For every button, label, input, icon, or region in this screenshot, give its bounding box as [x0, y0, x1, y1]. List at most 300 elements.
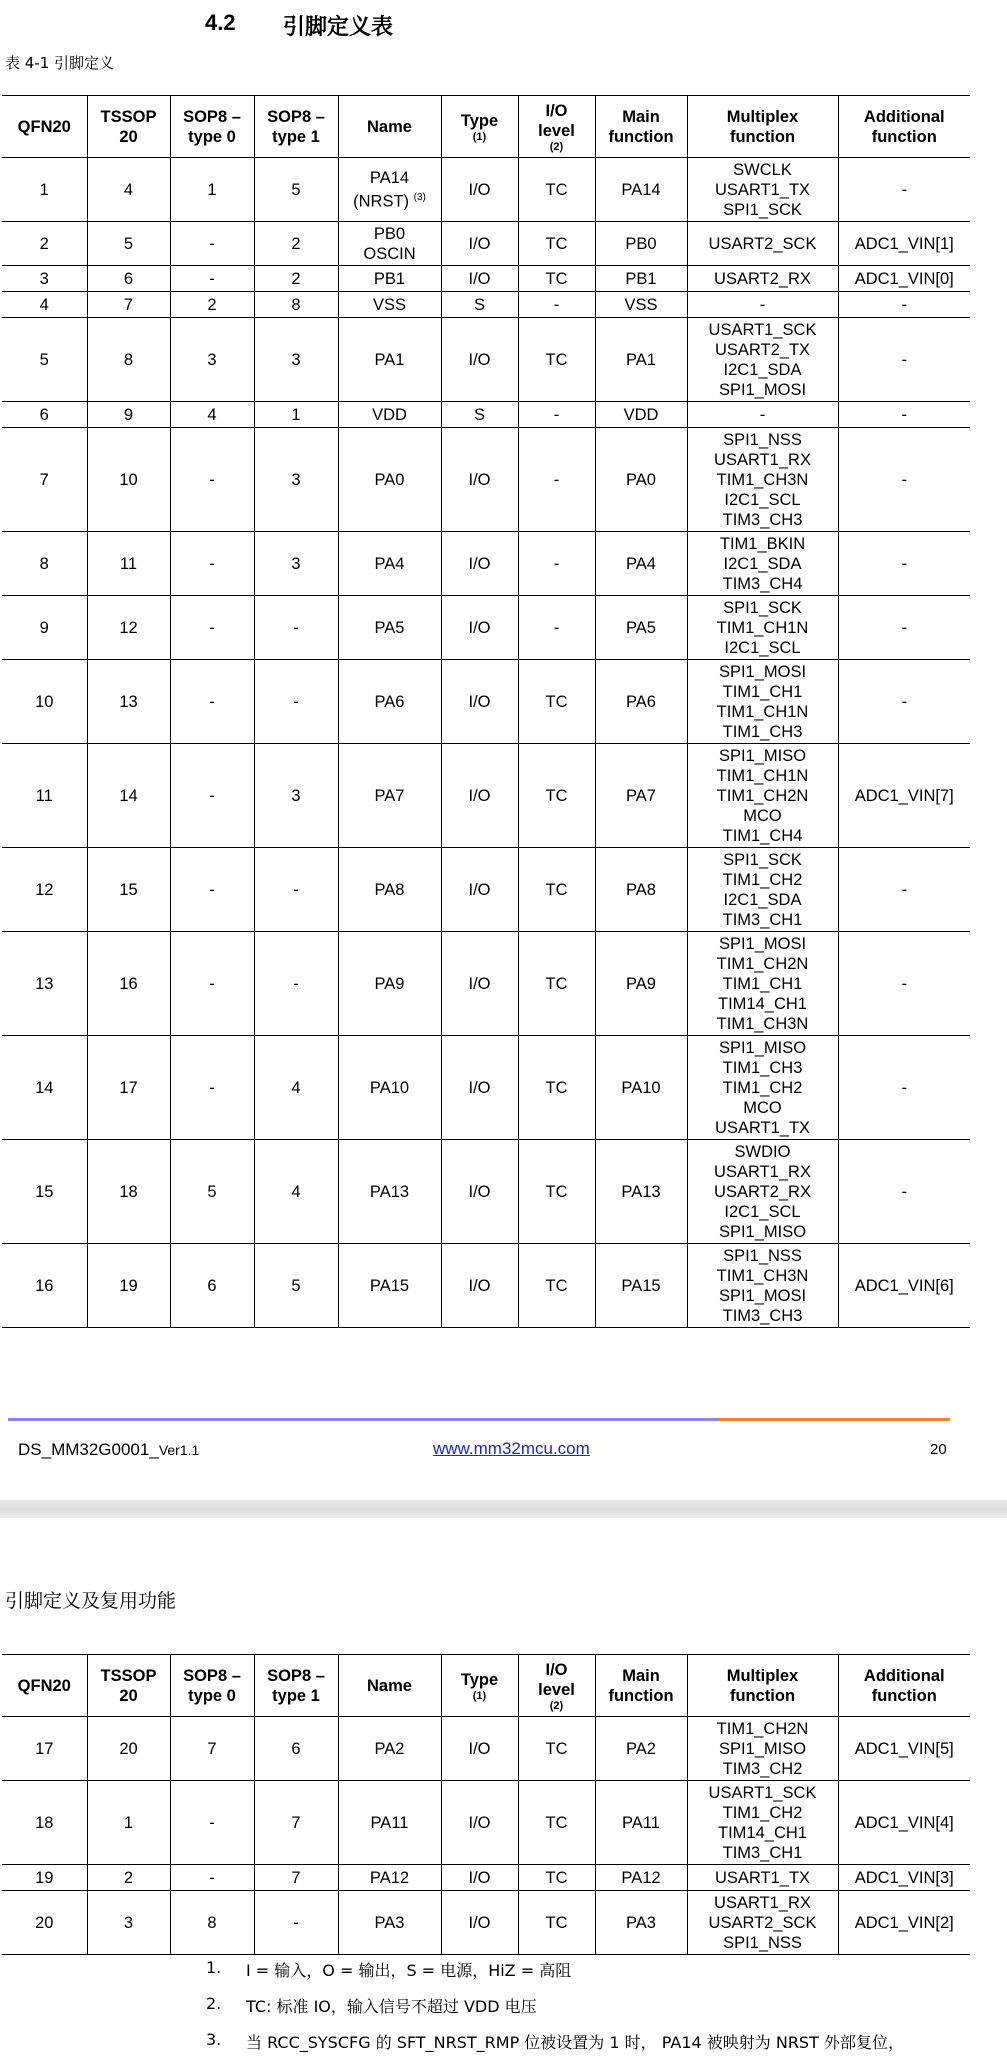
multiplex-item: TIM1_CH3 [722, 722, 803, 741]
cell-tssop20: 4 [87, 158, 170, 222]
cell-additional-function: - [838, 158, 970, 222]
cell-type: I/O [441, 428, 518, 532]
table-row [2, 1865, 970, 1891]
cell-io-level: TC [518, 848, 595, 932]
header-label: Type [460, 1670, 499, 1689]
cell-multiplex-function [687, 318, 838, 402]
pin-name: PA12 [369, 1868, 410, 1887]
cell-multiplex-function [687, 1244, 838, 1328]
cell-tssop20: 16 [87, 932, 170, 1036]
cell-io-level: TC [518, 660, 595, 744]
pin-name: PA7 [374, 786, 405, 805]
header-label-line2: type 0 [188, 1686, 236, 1705]
multiplex-item: USART1_TX [714, 1868, 811, 1887]
cell-multiplex-function [687, 1865, 838, 1891]
cell-type: S [441, 402, 518, 428]
multiplex-item: TIM1_CH3N [716, 1266, 809, 1285]
cell-main-function: PA0 [595, 428, 687, 532]
doc-version: Ver1.1 [158, 1442, 200, 1458]
cell-sop8-type0: - [170, 848, 254, 932]
note-number: 1. [206, 1958, 222, 1977]
note-number: 2. [206, 1994, 222, 2013]
multiplex-item: USART1_RX [714, 1893, 811, 1912]
cell-sop8-type1: - [254, 660, 338, 744]
cell-tssop20: 8 [87, 318, 170, 402]
cell-sop8-type0: 4 [170, 402, 254, 428]
header-label: I/O [545, 101, 568, 120]
table-row [2, 1244, 970, 1328]
pin-name-alt: OSCIN [363, 244, 416, 263]
cell-sop8-type0: - [170, 532, 254, 596]
column-header [441, 96, 518, 158]
header-footnote-ref: (1) [472, 130, 487, 143]
header-label-line2: function [729, 1686, 796, 1705]
cell-type: I/O [441, 1244, 518, 1328]
cell-sop8-type1: - [254, 1891, 338, 1955]
multiplex-item: I2C1_SDA [723, 554, 802, 573]
table-row [2, 848, 970, 932]
multiplex-item: USART1_SCK [708, 320, 817, 339]
cell-main-function: PB1 [595, 266, 687, 292]
cell-tssop20: 6 [87, 266, 170, 292]
cell-additional-function: - [838, 932, 970, 1036]
cell-io-level: - [518, 532, 595, 596]
multiplex-item: USART2_RX [714, 1182, 811, 1201]
header-label: SOP8 – [267, 107, 325, 126]
multiplex-item: TIM1_CH1N [716, 618, 809, 637]
multiplex-item: TIM3_CH1 [722, 910, 803, 929]
pin-name: PA1 [374, 350, 405, 369]
cell-additional-function: ADC1_VIN[7] [838, 744, 970, 848]
cell-main-function: VSS [595, 292, 687, 318]
header-footnote-ref: (1) [472, 1689, 487, 1702]
cell-qfn20: 12 [35, 880, 54, 899]
pin-name: PA10 [369, 1078, 410, 1097]
multiplex-item: SPI1_SCK [723, 850, 802, 869]
multiplex-item: TIM1_CH3N [716, 470, 809, 489]
page2-caption: 引脚定义及复用功能 [5, 1590, 177, 1612]
cell-sop8-type0: - [170, 596, 254, 660]
multiplex-item: SPI1_MISO [718, 1222, 807, 1241]
cell-io-level: TC [518, 1036, 595, 1140]
multiplex-item: SWCLK [733, 160, 792, 179]
pin-name: VDD [372, 405, 407, 424]
multiplex-item: TIM14_CH1 [718, 1823, 807, 1842]
multiplex-item: TIM3_CH1 [722, 1843, 803, 1862]
pin-definition-table-continued [2, 1654, 970, 1955]
cell-main-function: PA10 [595, 1036, 687, 1140]
multiplex-item: SWDIO [734, 1142, 791, 1161]
cell-sop8-type1: 3 [254, 532, 338, 596]
column-header [254, 96, 338, 158]
cell-additional-function: ADC1_VIN[6] [838, 1244, 970, 1328]
cell-type: I/O [441, 1140, 518, 1244]
cell-pin-name [338, 532, 441, 596]
cell-main-function: PA5 [595, 596, 687, 660]
cell-main-function: PA2 [595, 1717, 687, 1781]
multiplex-item: I2C1_SDA [723, 360, 802, 379]
table-header-row [2, 1655, 970, 1717]
multiplex-item: SPI1_NSS [723, 430, 802, 449]
cell-type: I/O [441, 932, 518, 1036]
cell-pin-name [338, 1781, 441, 1865]
multiplex-item: TIM1_BKIN [719, 534, 806, 553]
pin-name: PA3 [374, 1913, 405, 1932]
note-text: I = 输入，O = 输出，S = 电源，HiZ = 高阻 [246, 1961, 572, 1980]
cell-pin-name [338, 1891, 441, 1955]
cell-main-function: PA13 [595, 1140, 687, 1244]
cell-tssop20: 2 [87, 1865, 170, 1891]
cell-io-level: - [518, 402, 595, 428]
multiplex-item: SPI1_MISO [718, 746, 807, 765]
cell-qfn20: 8 [39, 554, 49, 573]
pin-name: PB0 [373, 224, 406, 243]
cell-additional-function: - [838, 596, 970, 660]
multiplex-item: TIM1_CH2 [722, 870, 803, 889]
page-2 [0, 1518, 1007, 2054]
cell-type: I/O [441, 266, 518, 292]
multiplex-item: MCO [743, 1098, 782, 1117]
cell-sop8-type1: 3 [254, 744, 338, 848]
cell-qfn20: 13 [35, 974, 54, 993]
cell-additional-function: - [838, 1036, 970, 1140]
cell-sop8-type1: 4 [254, 1140, 338, 1244]
header-label: Name [367, 1676, 412, 1695]
table-row [2, 318, 970, 402]
header-label-line2: function [608, 1686, 674, 1705]
multiplex-item: TIM1_CH4 [722, 826, 803, 845]
cell-multiplex-function [687, 266, 838, 292]
cell-multiplex-function [687, 932, 838, 1036]
cell-type: I/O [441, 318, 518, 402]
cell-additional-function: ADC1_VIN[0] [838, 266, 970, 292]
multiplex-item: TIM1_CH2 [722, 1078, 803, 1097]
multiplex-item: I2C1_SCL [724, 490, 801, 509]
cell-pin-name [338, 1036, 441, 1140]
column-header [441, 1655, 518, 1717]
note-text: 当 RCC_SYSCFG 的 SFT_NRST_RMP 位被设置为 1 时， PA14 被映射为 NRST 外部复位， [246, 2033, 904, 2052]
cell-multiplex-function [687, 532, 838, 596]
cell-pin-name [338, 428, 441, 532]
cell-main-function: PA14 [595, 158, 687, 222]
cell-io-level: TC [518, 1140, 595, 1244]
cell-type: I/O [441, 1036, 518, 1140]
multiplex-item: SPI1_NSS [723, 1246, 802, 1265]
cell-tssop20: 1 [87, 1781, 170, 1865]
header-label: Multiplex [726, 1666, 799, 1685]
header-label: Type [460, 111, 499, 130]
cell-sop8-type1: - [254, 596, 338, 660]
cell-type: I/O [441, 596, 518, 660]
cell-io-level: - [518, 428, 595, 532]
cell-pin-name [338, 222, 441, 266]
cell-pin-name [338, 158, 441, 222]
cell-sop8-type0: 3 [170, 318, 254, 402]
cell-tssop20: 19 [87, 1244, 170, 1328]
cell-io-level: TC [518, 744, 595, 848]
multiplex-item: TIM3_CH4 [722, 574, 803, 593]
cell-sop8-type0: 5 [170, 1140, 254, 1244]
header-label-line2: level [538, 1680, 575, 1699]
multiplex-item: TIM3_CH2 [722, 1759, 803, 1778]
cell-main-function: PA6 [595, 660, 687, 744]
cell-type: I/O [441, 1865, 518, 1891]
cell-qfn20: 3 [39, 269, 49, 288]
pin-name: VSS [372, 295, 407, 314]
cell-io-level: - [518, 292, 595, 318]
table-row [2, 1891, 970, 1955]
pin-name-footnote-ref: (3) [413, 191, 426, 203]
table-row [2, 266, 970, 292]
cell-qfn20: 1 [39, 180, 49, 199]
cell-qfn20: 2 [39, 234, 49, 253]
table-row [2, 932, 970, 1036]
cell-pin-name [338, 596, 441, 660]
cell-type: I/O [441, 660, 518, 744]
header-footnote-ref: (2) [549, 1699, 564, 1712]
cell-pin-name [338, 660, 441, 744]
footer-doc-id [18, 1440, 199, 1460]
multiplex-item: USART2_SCK [708, 234, 817, 253]
cell-sop8-type0: - [170, 932, 254, 1036]
cell-sop8-type0: 6 [170, 1244, 254, 1328]
column-header [518, 96, 595, 158]
column-header [170, 1655, 254, 1717]
cell-sop8-type1: 2 [254, 266, 338, 292]
pin-name-alt: (NRST) [353, 192, 410, 211]
table-row [2, 402, 970, 428]
cell-additional-function: - [838, 402, 970, 428]
cell-sop8-type0: - [170, 266, 254, 292]
header-label: I/O [545, 1660, 568, 1679]
header-label: Name [367, 117, 412, 136]
cell-io-level: TC [518, 318, 595, 402]
multiplex-item: SPI1_MOSI [718, 1286, 807, 1305]
cell-multiplex-function [687, 402, 838, 428]
cell-multiplex-function [687, 222, 838, 266]
header-label-line2: function [871, 1686, 937, 1705]
header-label: TSSOP [100, 1666, 157, 1685]
column-header [518, 1655, 595, 1717]
multiplex-item: TIM1_CH2 [722, 1803, 803, 1822]
pin-name: PA11 [370, 1813, 409, 1832]
pin-name: PA6 [374, 692, 405, 711]
footer-website-link[interactable]: www.mm32mcu.com [433, 1439, 590, 1458]
cell-multiplex-function [687, 428, 838, 532]
table-row [2, 532, 970, 596]
cell-pin-name [338, 1140, 441, 1244]
cell-sop8-type0: 1 [170, 158, 254, 222]
cell-sop8-type0: - [170, 1781, 254, 1865]
column-header [687, 96, 838, 158]
multiplex-item: TIM3_CH3 [722, 1306, 803, 1325]
cell-multiplex-function [687, 158, 838, 222]
cell-sop8-type1: 4 [254, 1036, 338, 1140]
column-header [254, 1655, 338, 1717]
table-row [2, 292, 970, 318]
header-label-line2: function [871, 127, 937, 146]
cell-sop8-type0: - [170, 744, 254, 848]
multiplex-item: TIM14_CH1 [718, 994, 807, 1013]
table-row [2, 428, 970, 532]
multiplex-item: SPI1_MOSI [718, 662, 807, 681]
cell-main-function: PA11 [595, 1781, 687, 1865]
multiplex-item: SPI1_SCK [723, 598, 802, 617]
multiplex-item: TIM1_CH1 [722, 974, 803, 993]
header-label: TSSOP [100, 107, 157, 126]
cell-sop8-type0: - [170, 428, 254, 532]
cell-pin-name [338, 292, 441, 318]
header-label: SOP8 – [183, 107, 241, 126]
cell-pin-name [338, 932, 441, 1036]
cell-sop8-type1: 8 [254, 292, 338, 318]
cell-sop8-type0: 8 [170, 1891, 254, 1955]
header-label: SOP8 – [183, 1666, 241, 1685]
cell-sop8-type0: - [170, 1036, 254, 1140]
column-header [2, 96, 87, 158]
cell-multiplex-function [687, 1036, 838, 1140]
cell-additional-function: ADC1_VIN[3] [838, 1865, 970, 1891]
cell-io-level: TC [518, 1891, 595, 1955]
cell-tssop20: 7 [87, 292, 170, 318]
cell-main-function: PA3 [595, 1891, 687, 1955]
table-row [2, 1717, 970, 1781]
column-header [87, 96, 170, 158]
cell-multiplex-function [687, 292, 838, 318]
cell-sop8-type0: - [170, 222, 254, 266]
cell-sop8-type1: 3 [254, 318, 338, 402]
header-footnote-ref: (2) [549, 140, 564, 153]
cell-qfn20: 5 [39, 350, 49, 369]
cell-main-function: PA4 [595, 532, 687, 596]
multiplex-item: TIM1_CH1N [716, 702, 809, 721]
multiplex-item: USART1_RX [714, 450, 811, 469]
header-label: Main [622, 1666, 660, 1685]
header-label-line2: function [729, 127, 796, 146]
header-label: Multiplex [726, 107, 799, 126]
column-header [595, 1655, 687, 1717]
multiplex-item: I2C1_SCL [724, 1202, 801, 1221]
table-row [2, 744, 970, 848]
cell-multiplex-function [687, 1140, 838, 1244]
cell-sop8-type1: 6 [254, 1717, 338, 1781]
cell-main-function: PA1 [595, 318, 687, 402]
cell-qfn20: 16 [35, 1276, 54, 1295]
multiplex-item: TIM1_CH1N [716, 766, 809, 785]
cell-type: I/O [441, 1891, 518, 1955]
cell-io-level: TC [518, 222, 595, 266]
cell-tssop20: 18 [87, 1140, 170, 1244]
cell-type: I/O [441, 532, 518, 596]
cell-type: I/O [441, 1781, 518, 1865]
multiplex-item: TIM1_CH2N [716, 786, 809, 805]
cell-sop8-type0: 2 [170, 292, 254, 318]
cell-qfn20: 20 [35, 1913, 54, 1932]
cell-tssop20: 17 [87, 1036, 170, 1140]
cell-multiplex-function [687, 660, 838, 744]
column-header [687, 1655, 838, 1717]
cell-qfn20: 14 [35, 1078, 54, 1097]
pin-name: PA0 [374, 470, 405, 489]
header-label: QFN20 [17, 1676, 71, 1695]
cell-pin-name [338, 1865, 441, 1891]
cell-tssop20: 11 [87, 532, 170, 596]
cell-multiplex-function [687, 1781, 838, 1865]
pin-name: PA13 [369, 1182, 410, 1201]
cell-qfn20: 9 [39, 618, 49, 637]
cell-pin-name [338, 1717, 441, 1781]
page-number: 20 [930, 1441, 947, 1458]
pin-name: PA4 [374, 554, 405, 573]
cell-pin-name [338, 848, 441, 932]
cell-sop8-type1: 5 [254, 158, 338, 222]
cell-qfn20: 17 [35, 1739, 54, 1758]
cell-sop8-type1: - [254, 932, 338, 1036]
cell-io-level: TC [518, 1781, 595, 1865]
note-text: TC: 标准 IO，输入信号不超过 VDD 电压 [246, 1997, 537, 2016]
table-row [2, 1036, 970, 1140]
table-row [2, 660, 970, 744]
note-number: 3. [206, 2030, 222, 2049]
cell-additional-function: - [838, 848, 970, 932]
cell-tssop20: 10 [87, 428, 170, 532]
pin-name: PA2 [374, 1739, 405, 1758]
table-header-row [2, 96, 970, 158]
table-body [2, 158, 970, 1328]
multiplex-item: MCO [743, 806, 782, 825]
multiplex-item: USART2_SCK [708, 1913, 817, 1932]
cell-additional-function: - [838, 428, 970, 532]
header-label: QFN20 [17, 117, 71, 136]
table-row [2, 222, 970, 266]
cell-type: I/O [441, 158, 518, 222]
header-label-line2: type 1 [272, 127, 320, 146]
footer-rule-blue [8, 1418, 718, 1421]
cell-additional-function: - [838, 1140, 970, 1244]
cell-qfn20: 6 [39, 405, 49, 424]
column-header [87, 1655, 170, 1717]
multiplex-item: SPI1_MOSI [718, 380, 807, 399]
multiplex-item: USART1_RX [714, 1162, 811, 1181]
cell-main-function: PA15 [595, 1244, 687, 1328]
cell-io-level: TC [518, 932, 595, 1036]
header-label: Additional [863, 107, 945, 126]
multiplex-item: USART2_RX [714, 269, 811, 288]
cell-pin-name [338, 318, 441, 402]
cell-qfn20: 19 [35, 1868, 54, 1887]
cell-sop8-type0: - [170, 1865, 254, 1891]
column-header [338, 1655, 441, 1717]
table-row [2, 596, 970, 660]
cell-additional-function: ADC1_VIN[4] [838, 1781, 970, 1865]
header-label: Additional [863, 1666, 945, 1685]
cell-multiplex-function [687, 744, 838, 848]
multiplex-item: I2C1_SDA [723, 890, 802, 909]
header-label-line2: 20 [119, 127, 138, 146]
multiplex-item: USART1_TX [714, 180, 811, 199]
cell-tssop20: 15 [87, 848, 170, 932]
cell-pin-name [338, 402, 441, 428]
cell-main-function: PA7 [595, 744, 687, 848]
section-number: 4.2 [205, 10, 236, 35]
multiplex-item: TIM1_CH1 [722, 682, 803, 701]
header-label-line2: 20 [119, 1686, 138, 1705]
cell-tssop20: 5 [87, 222, 170, 266]
column-header [838, 96, 970, 158]
multiplex-item: TIM1_CH2N [716, 954, 809, 973]
pin-name: PA15 [369, 1276, 410, 1295]
pin-name: PA14 [369, 168, 410, 187]
